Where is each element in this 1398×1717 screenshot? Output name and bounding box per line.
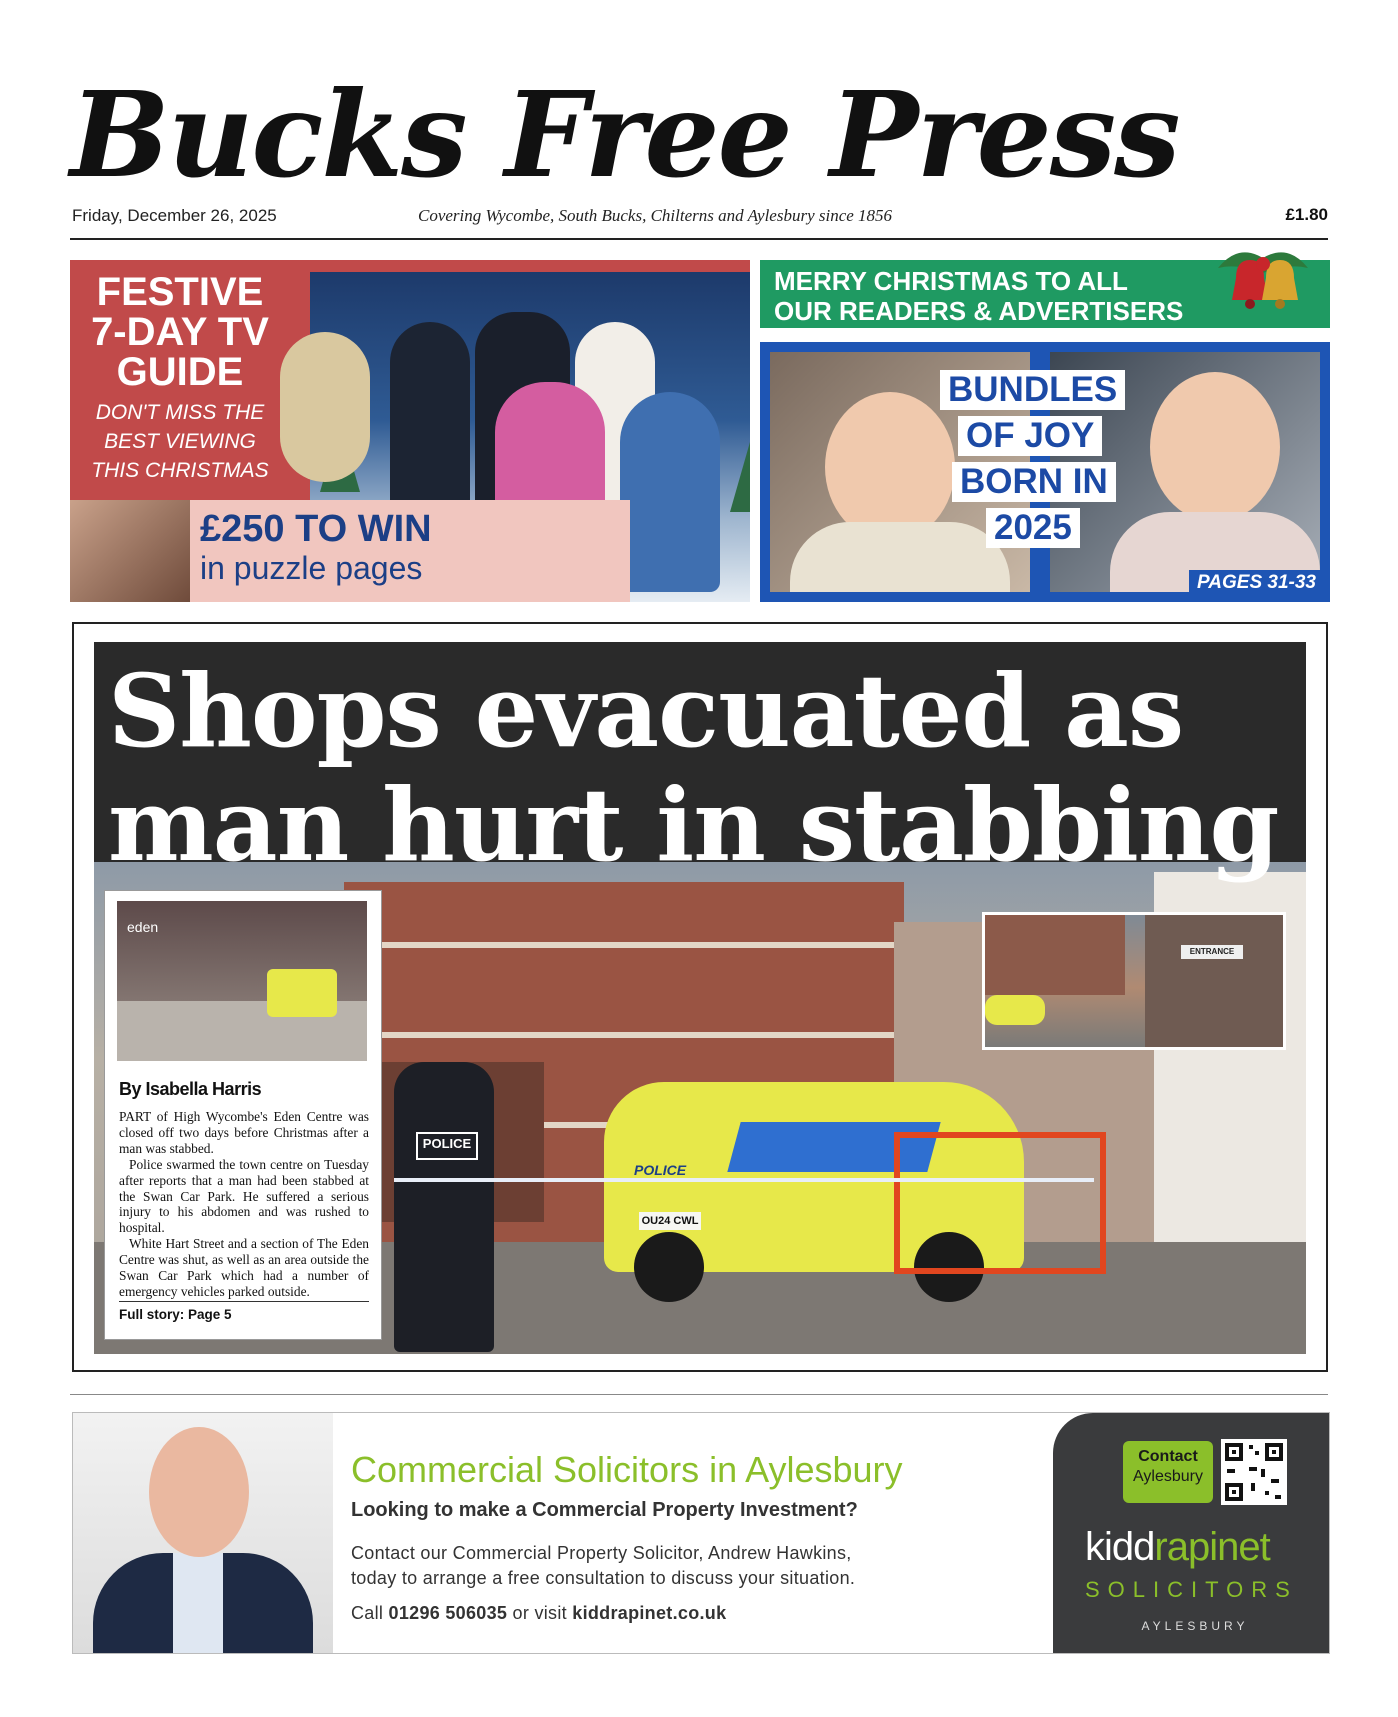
tv-guide-heading-1: FESTIVE [96, 270, 264, 314]
brand-part-1: kidd [1085, 1525, 1155, 1569]
inset-photo [982, 912, 1286, 1050]
advert-call-line [351, 1603, 726, 1624]
advert-rule [70, 1394, 1328, 1395]
bundles-line-4: 2025 [986, 508, 1080, 548]
prize-amount: £250 TO WIN [200, 508, 432, 550]
story-paragraph-2: Police swarmed the town centre on Tuesday after reports that a man had been stabbed at the Swan Car Park. He suffered a serious injury to his abdomen and was rushed to hospital. [119, 1156, 369, 1236]
tv-guide-sub-1: DON'T MISS THE [95, 401, 265, 424]
brand-part-2: rapinet [1154, 1525, 1270, 1569]
call-prefix: Call [351, 1603, 389, 1623]
puzzle-couple-photo [70, 500, 190, 602]
advert-body [351, 1541, 855, 1591]
advert-phone[interactable]: 01296 506035 [388, 1603, 508, 1623]
masthead-tagline: Covering Wycombe, South Bucks, Chilterns and Aylesbury since 1856 [418, 206, 893, 225]
brand-panel [1053, 1413, 1329, 1653]
story-sidebar[interactable] [104, 890, 382, 1340]
full-story-link[interactable]: Full story: Page 5 [119, 1307, 232, 1322]
brand-location: AYLESBURY [1141, 1619, 1249, 1633]
advert-website-link[interactable]: kiddrapinet.co.uk [572, 1603, 727, 1623]
bundles-line-1: BUNDLES [940, 370, 1125, 410]
babies-pages-tag: PAGES 31-33 [1189, 570, 1324, 596]
brand-logo [1085, 1525, 1270, 1570]
tv-guide-sub-2: BEST VIEWING [104, 430, 256, 453]
headline-line-1: Shops evacuated as [108, 652, 1184, 770]
advert-title: Commercial Solicitors in Aylesbury [351, 1449, 903, 1490]
christmas-banner-line-2: OUR READERS & ADVERTISERS [774, 296, 1184, 326]
story-paragraph-1: PART of High Wycombe's Eden Centre was closed off two days before Christmas after a man was stabbed. [119, 1109, 369, 1156]
christmas-banner-line-1: MERRY CHRISTMAS TO ALL [774, 266, 1128, 296]
babies-promo[interactable] [760, 342, 1330, 602]
cover-price: £1.80 [1285, 205, 1328, 224]
masthead-rule [70, 238, 1328, 240]
qr-code-icon[interactable] [1221, 1439, 1287, 1505]
christmas-bells-icon [1208, 238, 1318, 328]
headline-line-2: man hurt in stabbing [108, 766, 1279, 884]
solicitors-advert[interactable] [72, 1412, 1330, 1654]
tv-guide-heading-3: GUIDE [116, 350, 244, 394]
bundles-line-3: BORN IN [952, 462, 1116, 502]
tv-guide-sub-3: THIS CHRISTMAS [91, 459, 269, 482]
brand-subtitle: SOLICITORS [1085, 1577, 1298, 1602]
advert-subtitle: Looking to make a Commercial Property Investment? [351, 1499, 858, 1521]
tv-guide-promo[interactable] [70, 260, 750, 602]
masthead-title: Bucks Free Press [70, 65, 1179, 204]
eden-sign: eden [127, 919, 159, 935]
full-story-rule [119, 1301, 369, 1302]
contact-aylesbury-box [1123, 1441, 1213, 1503]
eden-centre-photo [117, 901, 367, 1061]
bundles-line-2: OF JOY [958, 416, 1102, 456]
tv-guide-heading-2: 7-DAY TV [91, 310, 269, 354]
advert-body-line-2: today to arrange a free consultation to discuss your situation. [351, 1568, 856, 1588]
call-mid: or visit [507, 1603, 573, 1623]
advert-body-line-1: Contact our Commercial Property Solicitor, Andrew Hawkins, [351, 1543, 852, 1563]
police-car-livery: POLICE [634, 1162, 687, 1178]
byline: By Isabella Harris [119, 1079, 262, 1099]
contact-line-1: Contact [1138, 1448, 1198, 1465]
christmas-banner [760, 260, 1330, 328]
police-vest-label: POLICE [422, 1136, 472, 1151]
prize-text: in puzzle pages [200, 550, 423, 586]
contact-line-2: Aylesbury [1133, 1468, 1203, 1485]
entrance-sign: ENTRANCE [1181, 945, 1243, 959]
story-paragraph-3: White Hart Street and a section of The Eden Centre was shut, as well as an area outside the Swan Car Park which had a number of emergency vehicles parked outside. [119, 1236, 369, 1299]
police-car-plate: OU24 CWL [639, 1212, 701, 1230]
issue-date: Friday, December 26, 2025 [72, 206, 277, 225]
lawyer-photo [73, 1413, 333, 1653]
story-text [119, 1109, 369, 1300]
